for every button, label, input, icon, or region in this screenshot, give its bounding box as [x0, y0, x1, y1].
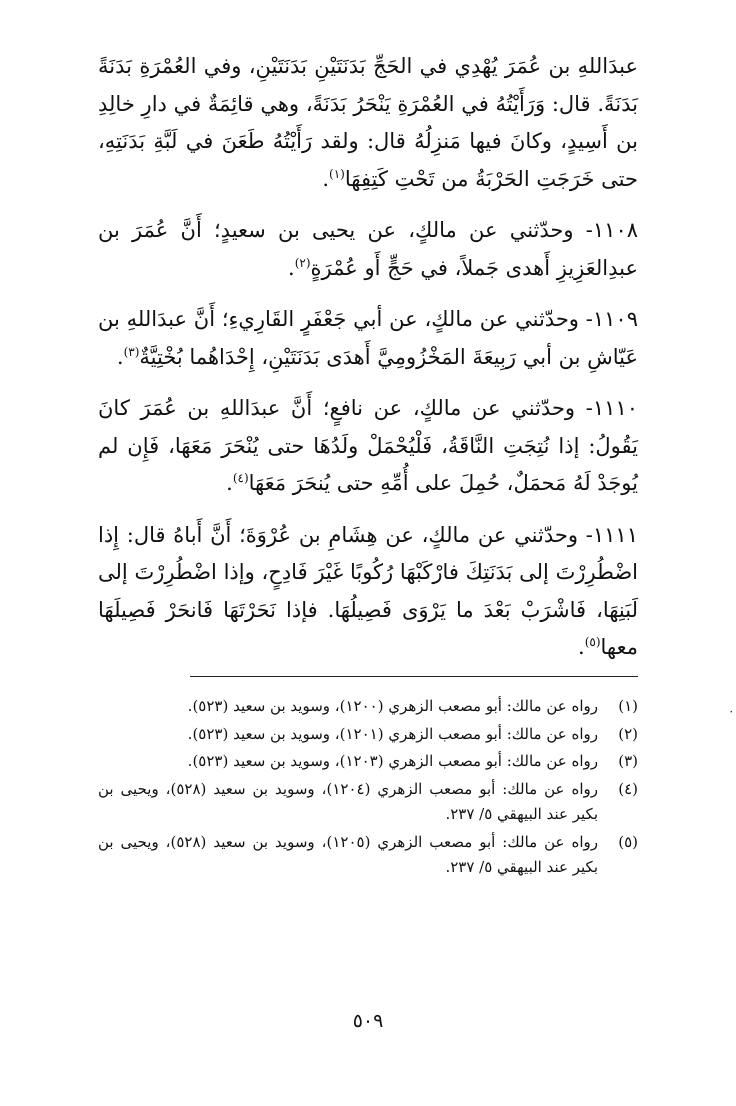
hadith-number: ١١١١- [585, 522, 638, 547]
hadith-text: وحدّثني عن مالكٍ، عن نافعٍ؛ أَنَّ عبدَاللهِ بن عُمَرَ كانَ يَقُولُ: إذا نُتِجَتِ النَّاقَةُ، فَلْيُحْمَلْ ولَدُهَا حتى يُنْحَرَ مَعَهَا، فَإِن لم يُوجَدْ لَهُ مَحمَلٌ، حُمِلَ على أُمِّهِ حتى يُنحَرَ مَعَهَا [98, 396, 638, 495]
footnote-ref-3: (٣) [123, 344, 140, 359]
footnote-item [98, 694, 638, 720]
period: . [116, 344, 124, 369]
hadith-text: وحدّثني عن مالكٍ، عن هِشَامِ بن عُرْوَةَ؛ أَنَّ أَباهُ قال: إِذا اضْطُرِرْتَ إلى بَدَنَتِكَ فارْكَبْهَا رُكُوبًا غَيْرَ فَادِحٍ، وإذا اضْطُرِرْتَ إلى لَبَنِهَا، فَاشْرَبْ بَعْدَ ما يَرْوَى فَصِيلُهَا. فإذا نَحَرْتَهَا فَانحَرْ فَصِيلَهَا معها [98, 522, 638, 659]
hadith-text: وحدّثني عن مالكٍ، عن أبي جَعْفَرٍ القَارِيءِ؛ أَنَّ عبدَاللهِ بن عَيّاشِ بن أبي رَبِيعَةَ المَخْزُومِيَّ أَهدَى بَدَنَتَيْنِ، إِحْدَاهُما بُخْتِيَّةٌ [98, 307, 638, 369]
intro-paragraph [98, 48, 638, 198]
footnote-number: (٥) [618, 832, 638, 851]
hadith-number: ١١٠٩- [585, 307, 638, 331]
footnote-ref-4: (٤) [232, 471, 249, 485]
footnote-number: (٣) [618, 752, 638, 770]
margin-mark: ٠ [728, 704, 735, 718]
footnote-item [98, 777, 638, 828]
hadith-1109 [98, 301, 638, 376]
hadith-1111 [98, 517, 638, 667]
footnote-number: (٢) [618, 724, 638, 743]
footnote-ref-5: (٥) [584, 635, 601, 649]
main-text [98, 48, 638, 681]
footnote-item [98, 830, 638, 881]
period: . [226, 471, 233, 495]
period: . [578, 635, 585, 659]
footnote-text: رواه عن مالك: أبو مصعب الزهري (١٢٠٥)، وسويد بن سعيد (٥٢٨)، ويحيى بن بكير عند البيهقي ٥/ ٢٣٧. [98, 832, 598, 876]
footnote-ref-2: (٢) [294, 255, 311, 270]
intro-text: عبدَاللهِ بن عُمَرَ يُهْدِي في الحَجِّ بَدَنَتَيْنِ بَدَنَتَيْنِ، وفي العُمْرَةِ بَدَنَةً بَدَنَةً. قال: وَرَأَيْتُهُ في العُمْرَةِ يَنْحَرُ بَدَنَةً، وهي قائِمَةٌ في دارِ خالِدِ بن أَسِيدٍ، وكانَ فيها مَنزِلُهُ قال: ولقد رَأَيْتُهُ طَعَنَ في لَبَّةِ بَدَنَتِهِ، حتى خَرَجَتِ الحَرْبَةُ من تَحْتِ كَتِفِهَا [98, 54, 638, 191]
hadith-number: ١١١٠- [585, 396, 639, 420]
period: . [322, 166, 330, 191]
footnote-text: رواه عن مالك: أبو مصعب الزهري (١٢٠٣)، وسويد بن سعيد (٥٢٣). [187, 752, 598, 770]
footnote-item [98, 749, 638, 775]
footnote-text: رواه عن مالك: أبو مصعب الزهري (١٢٠١)، وسويد بن سعيد (٥٢٣). [187, 724, 598, 743]
page-number: ٥٠٩ [352, 1010, 384, 1032]
footnotes [98, 694, 638, 883]
footnote-item [98, 722, 638, 748]
hadith-1110 [98, 390, 638, 503]
hadith-1108 [98, 212, 638, 287]
footnote-text: رواه عن مالك: أبو مصعب الزهري (١٢٠٤)، وسويد بن سعيد (٥٢٨)، ويحيى بن بكير عند البيهقي ٥/ ٢٣٧. [98, 779, 598, 823]
footnote-number: (٤) [618, 779, 638, 798]
footnote-number: (١) [618, 697, 638, 715]
period: . [288, 255, 295, 280]
hadith-number: ١١٠٨- [585, 218, 639, 242]
footnote-ref-1: (١) [329, 166, 345, 181]
footnote-text: رواه عن مالك: أبو مصعب الزهري (١٢٠٠)، وسويد بن سعيد (٥٢٣). [187, 697, 598, 715]
footnote-divider [190, 676, 638, 677]
hadith-text: وحدّثني عن مالكٍ، عن يحيى بن سعيدٍ؛ أَنَّ عُمَرَ بن عبدِالعَزِيزِ أَهدى جَملاً، في حَجٍّ أَو عُمْرَةٍ [98, 218, 638, 280]
